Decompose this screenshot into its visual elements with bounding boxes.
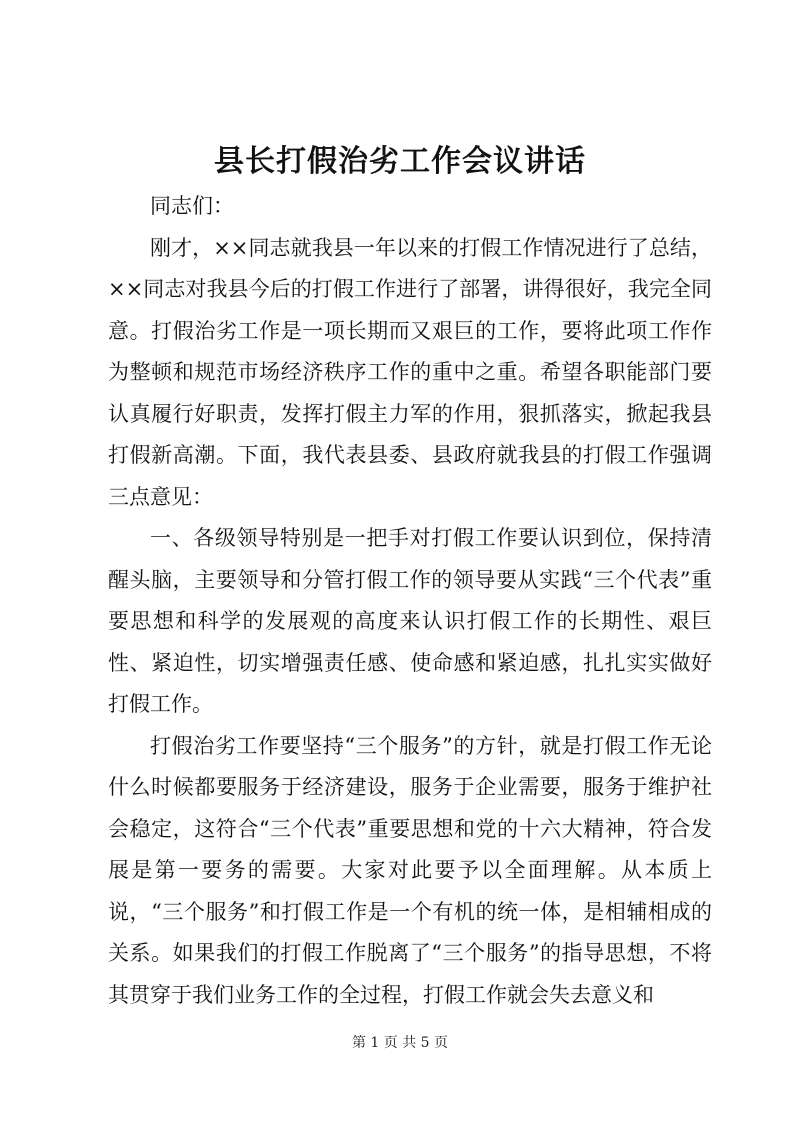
paragraph-2: 一、各级领导特别是一把手对打假工作要认识到位，保持清醒头脑，主要领导和分管打假工作的领导要从实践“三个代表”重要思想和科学的发展观的高度来认识打假工作的长期性、艰巨性、紧迫性，切实增强责任感、使命感和紧迫感，扎扎实实做好打假工作。 — [108, 526, 712, 716]
paragraph-3: 打假治劣工作要坚持“三个服务”的方针，就是打假工作无论什么时候都要服务于经济建设，服务于企业需要，服务于维护社会稳定，这符合“三个代表”重要思想和党的十六大精神，符合发展是第一要务的需要。大家对此要予以全面理解。从本质上说，“三个服务”和打假工作是一个有机的统一体，是相辅相成的关系。如果我们的打假工作脱离了“三个服务”的指导思想，不将其贯穿于我们业务工作的全过程，打假工作就会失去意义和 — [108, 733, 712, 1007]
salutation: 同志们： — [150, 194, 234, 218]
document-body — [108, 186, 712, 1016]
page-indicator: 第 1 页 共 5 页 — [351, 1035, 449, 1051]
paragraph-1: 刚才，××同志就我县一年以来的打假工作情况进行了总结，××同志对我县今后的打假工作进行了部署，讲得很好，我完全同意。打假治劣工作是一项长期而又艰巨的工作，要将此项工作作为整顿和规范市场经济秩序工作的重中之重。希望各职能部门要认真履行好职责，发挥打假主力军的作用，狠抓落实，掀起我县打假新高潮。下面，我代表县委、县政府就我县的打假工作强调三点意见： — [108, 235, 712, 509]
document-title: 县长打假治劣工作会议讲话 — [214, 144, 586, 179]
